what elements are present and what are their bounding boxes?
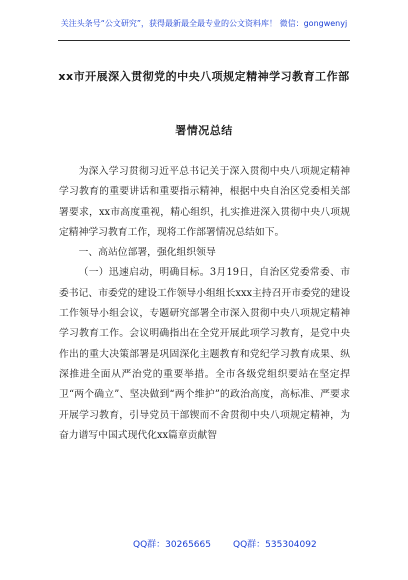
footer (0, 537, 408, 551)
section-heading-1: 一、高站位部署，强化组织领导 (78, 247, 216, 259)
header-note: 关注头条号“公文研究”，获得最新最全最专业的公文资料库！ 微信：gongwenyj (60, 19, 348, 28)
paragraph-section-1-1: （一）迅速启动，明确目标。3月19日，自治区党委常委、市委书记、市委党的建设工作领导小组组长xxx主持召开市委党的建设工作领导小组会议，专题研究部署全市深入贯彻中央八项规定精神学习教育工作。会议明确指出在全党开展此项学习教育，是党中央作出的重大决策部署是巩固深化主题教育和党纪学习教育成果、纵深推进全面从严治党的重要举措。全市各级党组织要站在坚定捍卫“两个确立”、坚决做到“两个维护”的政治高度，高标准、严要求开展学习教育，引导党员干部锲而不舍贯彻中央八项规定精神，为奋力谱写中国式现代化xx篇章贡献智 (59, 267, 350, 441)
document-title-line-1: xx市开展深入贯彻党的中央八项规定精神学习教育工作部 (58, 70, 350, 83)
footer-qq-group-2: QQ群：535304092 (233, 540, 317, 550)
paragraph-intro: 为深入学习贯彻习近平总书记关于深入贯彻中央八项规定精神学习教育的重要讲话和重要指示精神，根据中央自治区党委相关部署要求，xx市高度重视，精心组织，扎实推进深入贯彻中央八项规定精神学习教育工作，现将工作部署情况总结如下。 (59, 166, 350, 238)
document-title-line-2: 署情况总结 (175, 124, 233, 137)
document-body (59, 162, 350, 446)
header-divider (58, 40, 350, 41)
footer-qq-group-1: QQ群：30265665 (133, 540, 211, 550)
